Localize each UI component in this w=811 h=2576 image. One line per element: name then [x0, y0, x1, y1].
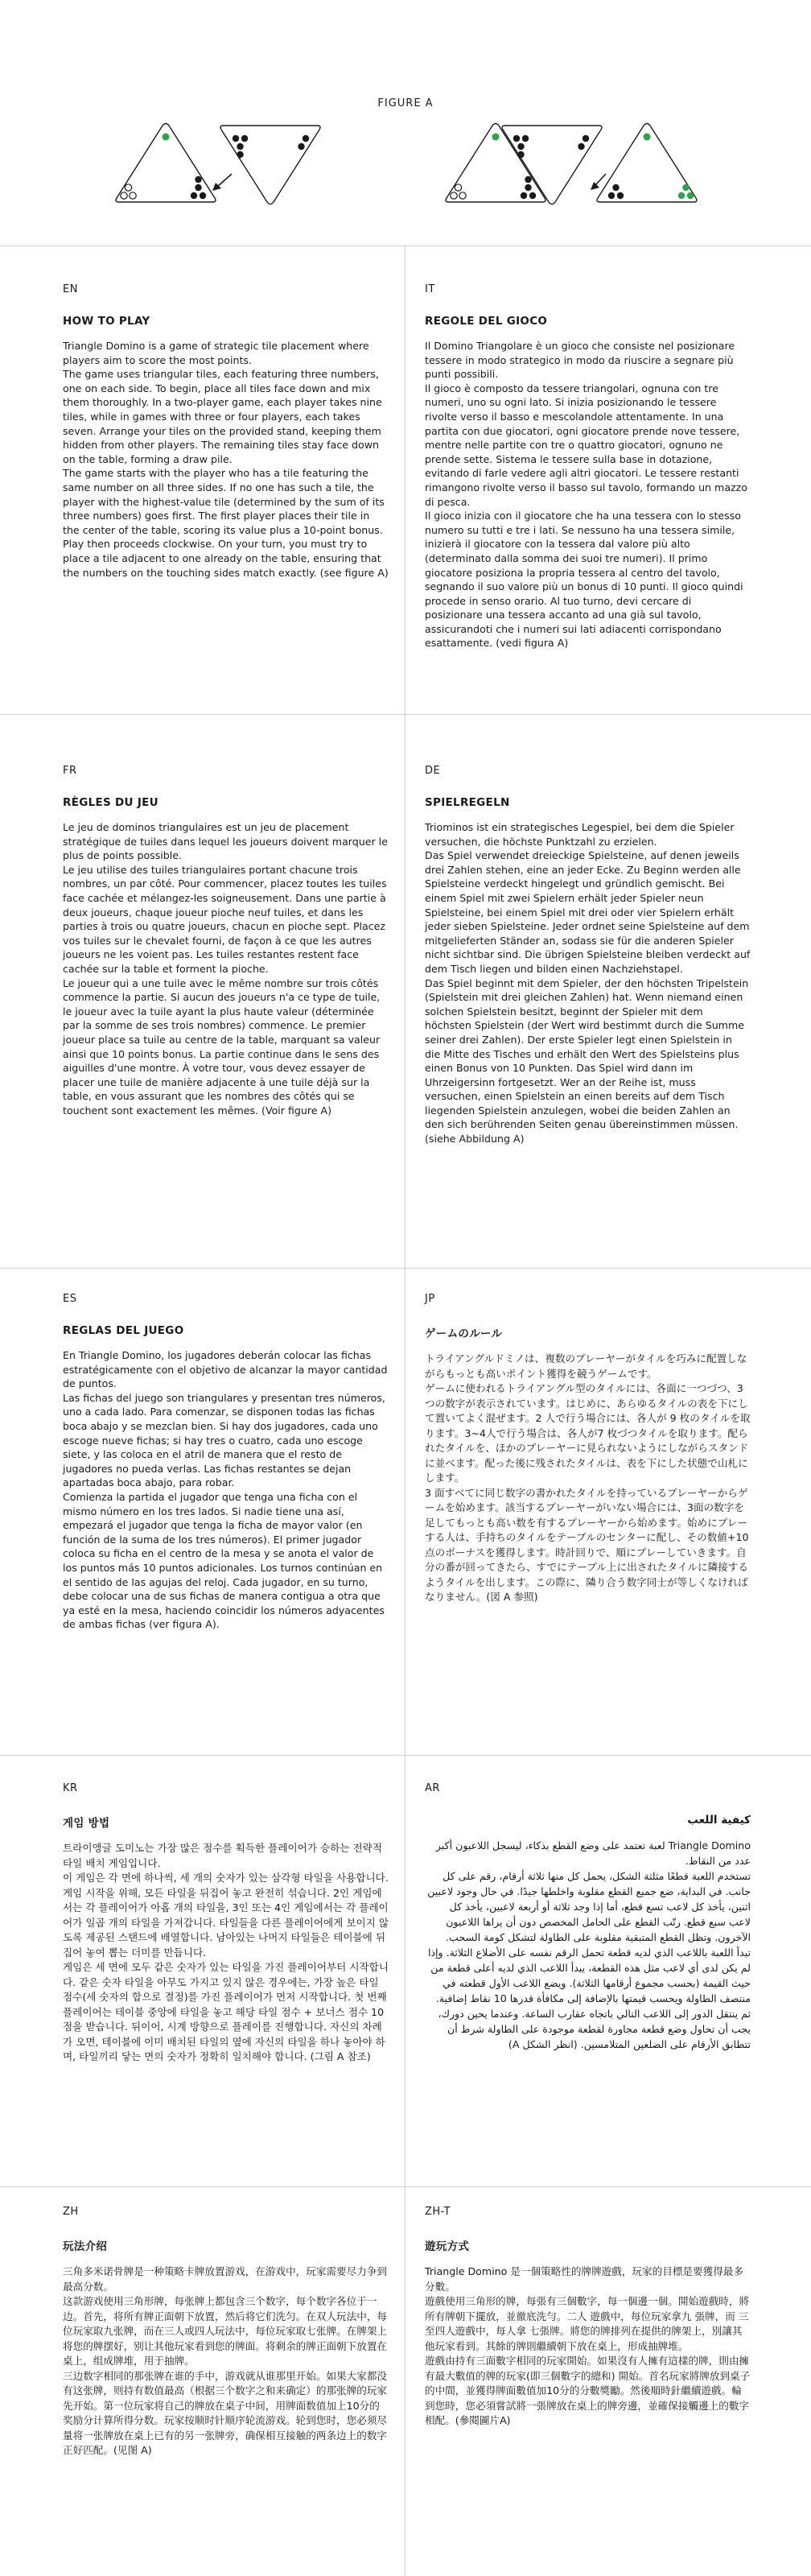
section-it	[425, 283, 751, 650]
section-ar	[425, 1782, 751, 2052]
dot-black	[521, 192, 527, 199]
dot-black	[298, 143, 304, 150]
figure-before-placement	[103, 121, 336, 217]
dot-black	[241, 135, 248, 142]
language-code: DE	[425, 765, 441, 777]
section-body: Triangle Domino is a game of strategic tile placement where players aim to score the most points. The game uses triangular tiles, each featuring three numbers, one on each side. To begin, place all tiles face down and mix them thoroughly. In a two-player game, each player takes nine tiles, while in games with three or four players, each takes seven. Arrange your tiles on the provided stand, keeping them hidden from other players. The remaining tiles stay face down on the table, forming a draw pile. The game starts with the player who has a tile featuring the same number on all three sides. If no one has such a tile, the player with the highest-value tile (determined by the sum of its three numbers) goes first. The first player places their tile in the center of the table, scoring its value plus a 10-point bonus. Play then proceeds clockwise. On your turn, you must try to place a tile adjacent to one already on the table, ensuring that the numbers on the touching sides match exactly. (see figure A)	[63, 340, 389, 579]
section-body: Le jeu de dominos triangulaires est un jeu de placement stratégique de tuiles dans lequel les joueurs doivent marquer le plus de points possible. Le jeu utilise des tuiles triangulaires portant chacune trois nombres, un par côté. Pour commencer, placez toutes les tuiles face cachée et mélangez-les soigneusement. Dans une partie à deux joueurs, chaque joueur pioche neuf tuiles, et dans les parties à trois ou quatre joueurs, chacun en pioche sept. Placez vos tuiles sur le chevalet fourni, de façon à ce que les autres joueurs ne les voient pas. Les tuiles restantes restent face cachée sur la table et forment la pioche. Le joueur qui a une tuile avec le même nombre sur trois côtés commence la partie. Si aucun des joueurs n'a ce type de tuile, le joueur avec la tuile ayant la plus haute valeur (déterminée par la somme de ses trois nombres) commence. Le premier joueur place sa tuile au centre de la table, marquant sa valeur ainsi que 10 points bonus. La partie continue dans le sens des aiguilles d'une montre. À votre tour, vous devez essayer de placer une tuile de manière adjacente à une tuile déjà sur la table, en vous assurant que les nombres des côtés qui se touchent sont exactement les mêmes. (Voir figure A)	[63, 821, 388, 1117]
dot-open	[130, 192, 136, 199]
section-body: トライアングルドミノは、複数のプレーヤーがタイルを巧みに配置しながらもっとも高いポイント獲得を競うゲームです。 ゲームに使われるトライアングル型のタイルには、各面に一つづつ、3つの数字が表示されています。はじめに、あらゆるタイルの表を下にして置いてよく混ぜます。2 人で行う場合には、各人が 9 枚のタイルを取ります。3~4人で行う場合は、各人が7 枚づつタイルを取ります。配られたタイルを、ほかのプレーヤーに見られないようにしながらスタンドに並べます。配った後に残されたタイルは、表を下にした状態で山札にします。 3 面すべてに同じ数字の書かれたタイルを持っているプレーヤーからゲームを始めます。該当するプレーヤーがいない場合には、3面の数字を足してもっとも高い数を有するプレーヤーから始めます。始めにプレーする人は、手持ちのタイルをテーブルのセンターに配し、その数値+10点のボーナスを獲得します。時計回りで、順にプレーしていきます。自分の番が回ってきたら、すでにテーブル上に出されたタイルに隣接するようタイルを出します。この際に、隣り合う数字同士が等しくなければなりません。(図 A 参照)	[425, 1352, 751, 1603]
section-body: Triangle Domino 是一個策略性的牌牌遊戲，玩家的目標是要獲得最多分數。 遊戲使用三角形的牌，每張有三個數字，每一個邊一個。開始遊戲時，將所有牌朝下擺放，並徹底洗勻。二人 遊戲中，每位玩家拿九 張牌，而 三至四人遊戲中，每人拿 七張牌。將您的牌排列在提供的牌架上，別讓其他玩家看到。其餘的牌則繼續朝下放在桌上，形成抽牌堆。 遊戲由持有三面數字相同的玩家開始。如果沒有人擁有這樣的牌，則由擁有最大數值的牌的玩家(即三個數字的總和) 開始。首名玩家將牌放到桌子的中間，並獲得牌面數值加10分的分數獎勵。然後順時針繼續遊戲。輪到您時，您必須嘗試將一張牌放在桌上的牌旁邊，並確保接觸邊上的數字相配。(參閱圖片A)	[425, 2265, 751, 2426]
dot-black	[525, 176, 531, 183]
language-code: ES	[63, 1293, 77, 1305]
dot-green	[678, 192, 685, 199]
section-en	[63, 283, 389, 580]
section-kr	[63, 1782, 389, 2065]
dot-black	[608, 192, 615, 199]
section-title: كيفية اللعب	[687, 1814, 751, 1827]
section-es	[63, 1293, 389, 1632]
figure-after-placement	[433, 121, 714, 217]
section-title: ゲームのルール	[425, 1327, 503, 1340]
section-zh	[63, 2206, 389, 2458]
section-body: 트라이앵글 도미노는 가장 많은 점수를 획득한 플레이어가 승하는 전략적 타일 배치 게임입니다. 이 게임은 각 면에 하나씩, 세 개의 숫자가 있는 삼각형 타일을 사용합니다. 게임 시작을 위해, 모든 타일을 뒤집어 놓고 완전히 섞습니다. 2인 게임에서는 각 플레이어가 아홉 개의 타일을, 3인 또는 4인 게임에서는 각 플레이어가 일곱 개의 타일을 가져갑니다. 타일들을 다른 플레이어에게 보이지 않도록 제공된 스탠드에 배열합니다. 남아있는 나머지 타일들은 테이블에 뒤집어 놓여 뽑는 더미를 만듭니다. 게임은 세 면에 모두 같은 숫자가 있는 타일을 가진 플레이어부터 시작합니다. 같은 숫자 타일을 아무도 가지고 있지 않은 경우에는, 가장 높은 타일 점수(세 숫자의 합으로 결정)를 가진 플레이어가 먼저 시작합니다. 첫 번째 플레이어는 테이블 중앙에 타일을 놓고 해당 타일 점수 + 보너스 점수 10점을 받습니다. 뒤이어, 시계 방향으로 플레이를 진행합니다. 자신의 차례가 오면, 테이블에 이미 배치된 타일의 옆에 자신의 타일을 하나 놓아야 하며, 타일끼리 닿는 면의 숫자가 정확히 일치해야 합니다. (그림 A 참조)	[63, 1842, 389, 2062]
section-de	[425, 765, 751, 1146]
dot-black	[617, 192, 624, 199]
dot-open	[451, 192, 457, 199]
dot-black	[237, 151, 243, 158]
dot-black	[233, 135, 239, 142]
language-code: KR	[63, 1782, 78, 1794]
dot-black	[517, 151, 524, 158]
section-title: REGOLE DEL GIOCO	[425, 315, 548, 328]
dot-black	[303, 135, 309, 142]
language-code: JP	[425, 1293, 435, 1305]
column-divider	[405, 246, 406, 714]
divider	[0, 1755, 811, 1756]
dot-black	[517, 143, 524, 150]
section-body: En Triangle Domino, los jugadores deberán colocar las fichas estratégicamente con el objetivo de alcanzar la mayor cantidad de puntos. Las fichas del juego son triangulares y presentan tres números, uno a cada lado. Para comenzar, se disponen todas las fichas boca abajo y se mezclan bien. Si hay dos jugadores, cada uno escoge nueve fichas; si hay tres o cuatro, cada uno escoge siete, y las coloca en el atril de manera que el resto de jugadores no pueda verlas. Las fichas restantes se dejan apartadas boca abajo, para robar. Comienza la partida el jugador que tenga una ficha con el mismo número en los tres lados. Si nadie tiene una así, empezará el jugador que tenga la ficha de mayor valor (en función de la suma de los tres números). El primer jugador coloca su ficha en el centro de la mesa y se anota el valor de los puntos más 10 puntos adicionales. Los turnos continúan en el sentido de las agujas del reloj. Cada jugador, en su turno, debe colocar una de sus fichas de manera contigua a otra que ya esté en la mesa, haciendo coincidir los números adyacentes de ambas fichas (ver figura A).	[63, 1349, 388, 1631]
dot-black	[525, 184, 531, 191]
section-body: 三角多米诺骨牌是一种策略卡牌放置游戏，在游戏中，玩家需要尽力争到最高分数。 这款游戏使用三角形牌，每张牌上都包含三个数字，每个数字各位于一边。首先，将所有牌正面朝下放置，然后将它们洗匀。在双人玩法中，每位玩家取九张牌，而在三人或四人玩法中，每位玩家取七张牌。在牌架上将您的牌摆好，别让其他玩家看到您的牌面。将剩余的牌正面朝下放置在桌上，组成牌堆，用于抽牌。 三边数字相同的那张牌在谁的手中，游戏就从谁那里开始。如果大家都没有这张牌，则持有数值最高（根据三个数字之和来确定）的那张牌的玩家先开始。第一位玩家将自己的牌放在桌子中间，用牌面数值加上10分的奖励分计算所得分数。玩家按顺时针顺序轮流游戏。轮到您时，您必须尽量将一张牌放在桌上已有的另一张牌旁，确保相互接触的两条边上的数字正好匹配。(见图 A)	[63, 2265, 387, 2456]
divider	[0, 1268, 811, 1269]
dot-black	[200, 192, 206, 199]
section-title: RÈGLES DU JEU	[63, 796, 158, 809]
column-divider	[405, 714, 406, 1268]
dot-black	[513, 135, 520, 142]
section-jp	[425, 1293, 751, 1605]
section-zh-t	[425, 2206, 751, 2429]
dot-green	[492, 134, 500, 141]
dot-black	[522, 135, 529, 142]
divider	[0, 714, 811, 715]
language-code: FR	[63, 765, 77, 777]
language-code: IT	[425, 283, 435, 295]
section-title: 遊玩方式	[425, 2240, 470, 2253]
column-divider	[405, 1755, 406, 2186]
dot-black	[612, 184, 619, 191]
section-title: REGLAS DEL JUEGO	[63, 1324, 184, 1337]
arrow-line	[217, 174, 232, 187]
language-code: ZH-T	[425, 2206, 451, 2218]
dot-black	[191, 192, 197, 199]
section-title: SPIELREGELN	[425, 796, 510, 809]
dot-black	[237, 143, 243, 150]
column-divider	[405, 1268, 406, 1755]
language-code: EN	[63, 283, 78, 295]
section-body: Triominos ist ein strategisches Legespiel, bei dem die Spieler versuchen, die höchste Punktzahl zu erzielen. Das Spiel verwendet dreieckige Spielsteine, auf denen jeweils drei Zahlen stehen, eine an jeder Ecke. Zu Beginn werden alle Spielsteine verdeckt hingelegt und gründlich gemischt. Bei einem Spiel mit zwei Spielern erhält jeder Spieler neun Spielsteine, bei einem Spiel mit drei oder vier Spielern erhält jeder sieben Spielsteine. Jeder ordnet seine Spielsteine auf dem mitgelieferten Ständer an, sodass sie für die anderen Spieler nicht sichtbar sind. Die übrigen Spielsteine bleiben verdeckt auf dem Tisch liegen und bilden einen Nachziehstapel. Das Spiel beginnt mit dem Spieler, der den höchsten Tripelstein (Spielstein mit drei gleichen Zahlen) hat. Wenn niemand einen solchen Spielstein besitzt, beginnt der Spieler mit dem höchsten Spielstein (der Wert wird bestimmt durch die Summe seiner drei Zahlen). Der erste Spieler legt einen Spielstein in die Mitte des Tisches und erhält den Wert des Spielsteins plus einen Bonus von 10 Punkten. Das Spiel wird dann im Uhrzeigersinn fortgesetzt. Wer an der Reihe ist, muss versuchen, einen Spielstein an einen bereits auf dem Tisch liegenden Spielstein anzulegen, wobei die beiden Zahlen an den sich berührenden Seiten genau übereinstimmen müssen. (siehe Abbildung A)	[425, 821, 751, 1146]
language-code: AR	[425, 1782, 440, 1794]
dot-black	[578, 143, 584, 150]
dot-green	[682, 184, 689, 191]
section-body: Triangle Domino لعبة تعتمد على وضع القطع بذكاء، ليسجل اللاعبون أكبر عدد من النقاط. تستخدم اللعبة قطعًا مثلثة الشكل، يحمل كل منها ثلاثة أرقام، رقم على كل جانب. في البداية، ضع جميع القطع مقلوبة واخلطها جيدًا. في حال وجود لاعبين اثنين، يأخذ كل لاعب تسع قطع، أما إذا وجد ثلاثة أو أربعة لاعبين، يأخذ كل لاعب سبع قطع. رتّب القطع على الحامل المخصص دون أن يراها اللاعبون الآخرون. وتظل القطع المتبقية مقلوبة على الطاولة لتشكل كومة السحب. تبدأ اللعبة باللاعب الذي لديه قطعة تحمل الرقم نفسه على الأضلاع الثلاثة. وإذا لم يكن لدى أي لاعب مثل هذه القطعة، يبدأ اللاعب الذي لديه أعلى قطعة من حيث القيمة (بحسب مجموع أرقامها الثلاثة). ويضع اللاعب الأول قطعته في منتصف الطاولة ويحسب قيمتها بالإضافة إلى مكافأة قدرها 10 نقاط إضافية. ثم ينتقل الدور إلى اللاعب التالي باتجاه عقارب الساعة. وعندما يحين دورك، يجب أن تحاول وضع قطعة مجاورة لقطعة موجودة على الطاولة شرط أن تتطابق الأرقام على الضلعين المتلامسين. (انظر الشكل A)	[427, 1839, 751, 2050]
section-title: HOW TO PLAY	[63, 315, 150, 328]
dot-green	[644, 134, 651, 141]
dot-black	[529, 192, 536, 199]
dot-green	[163, 134, 170, 141]
section-title: 玩法介绍	[63, 2240, 108, 2253]
dot-open	[455, 184, 461, 191]
language-code: ZH	[63, 2206, 79, 2218]
dot-open	[459, 192, 466, 199]
section-fr	[63, 765, 389, 1117]
section-body: Il Domino Triangolare è un gioco che consiste nel posizionare tessere in modo strategico in modo da riuscire a segnare più punti possibili. Il gioco è composto da tessere triangolari, ognuna con tre numeri, uno su ogni lato. Si inizia posizionando le tessere rivolte verso il basso e mescolandole attentamente. In una partita con due giocatori, ogni giocatore prende nove tessere, mentre nelle partite con tre o quattro giocatori, ognuno ne prende sette. Sistema le tessere sulla base in dotazione, evitando di farle vedere agli altri giocatori. Le tessere restanti rimangono rivolte verso il basso sul tavolo, formando un mazzo di pesca. Il gioco inizia con il giocatore che ha una tessera con lo stesso numero su tutti e tre i lati. Se nessuno ha una tessera simile, inizierà il giocatore con la tessera dal valore più alto (determinato dalla somma dei suoi tre numeri). Il primo giocatore posiziona la propria tessera al centro del tavolo, segnando il suo valore più un bonus di 10 punti. Il gioco quindi procede in senso orario. Al tuo turno, devi cercare di posizionare una tessera accanto ad una già sul tavolo, assicurandoti che i numeri sui lati adiacenti corrispondano esattamente. (vedi figura A)	[425, 340, 747, 650]
dot-green	[687, 192, 694, 199]
column-divider	[405, 2186, 406, 2576]
divider	[0, 2186, 811, 2187]
dot-black	[195, 176, 201, 183]
dot-black	[195, 184, 201, 191]
arrow-line	[595, 174, 606, 185]
section-title: 게임 방법	[63, 1817, 110, 1830]
dot-open	[125, 184, 131, 191]
dot-open	[121, 192, 127, 199]
figure-title: FIGURE A	[377, 97, 434, 109]
dot-black	[583, 135, 589, 142]
